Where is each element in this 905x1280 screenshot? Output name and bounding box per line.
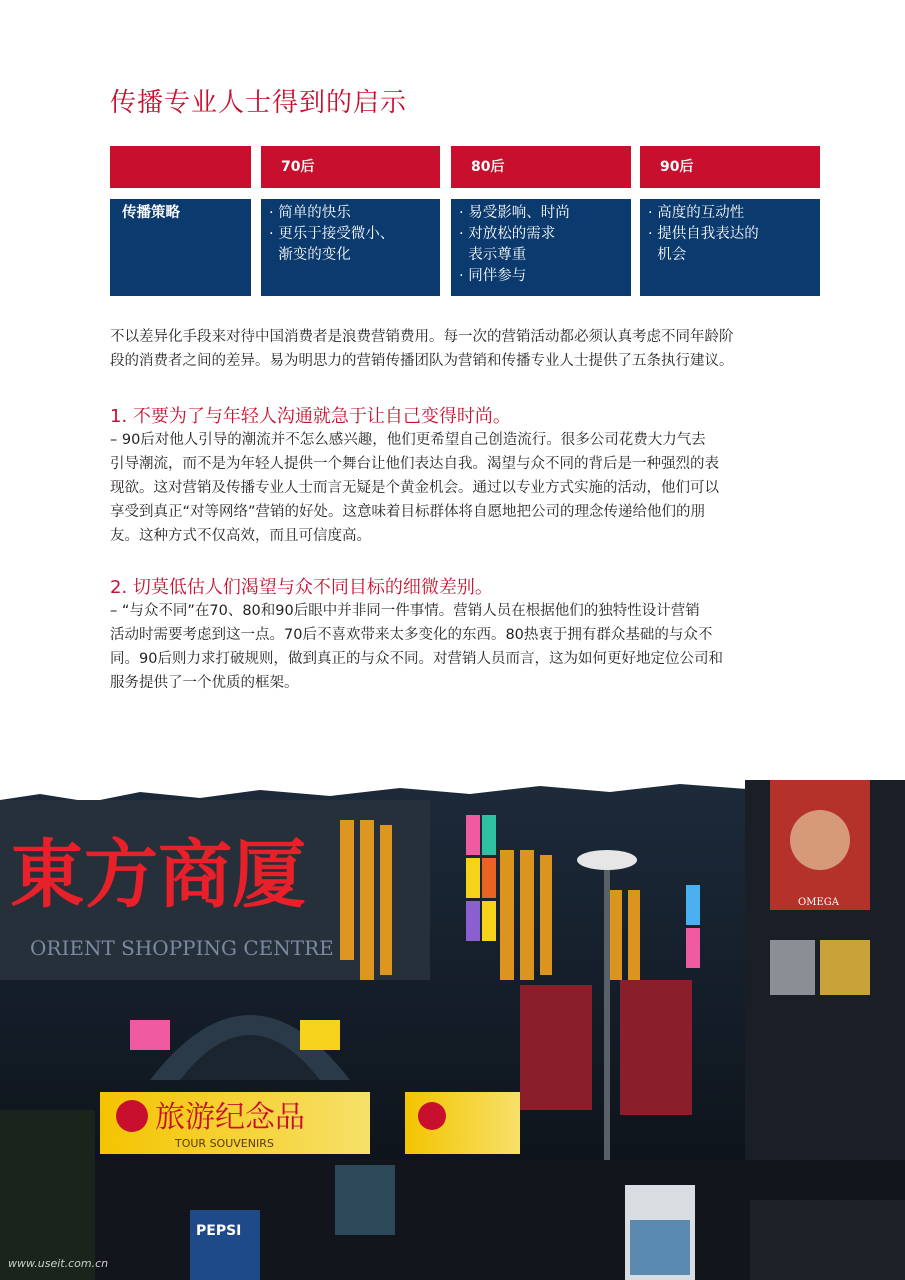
big-red-sign: 東方商厦	[10, 832, 306, 918]
omega-logo: OMEGA	[798, 897, 839, 908]
table-header-80: 80后	[451, 146, 631, 188]
section-2-heading: 2. 切莫低估人们渴望与众不同目标的细微差别。	[110, 577, 493, 598]
souvenir-sign: 旅游纪念品	[155, 1100, 305, 1135]
table-cell-70: · 简单的快乐 · 更乐于接受微小、 渐变的变化	[261, 199, 440, 296]
strategy-table	[110, 146, 820, 296]
table-row-label: 传播策略	[110, 199, 251, 296]
table-cell-90: · 高度的互动性 · 提供自我表达的 机会	[640, 199, 820, 296]
shopping-centre-sign: ORIENT SHOPPING CENTRE	[30, 936, 334, 960]
section-1-heading: 1. 不要为了与年轻人沟通就急于让自己变得时尚。	[110, 406, 511, 427]
table-header-blank	[110, 146, 251, 188]
page-title: 传播专业人士得到的启示	[110, 88, 408, 118]
pepsi-sign: PEPSI	[196, 1223, 242, 1239]
street-scene-illustration	[0, 780, 905, 1280]
table-header-90: 90后	[640, 146, 820, 188]
night-street-photo	[0, 780, 905, 1280]
section-2-body: – “与众不同”在70、80和90后眼中并非同一件事情。营销人员在根据他们的独特性设计营销 活动时需要考虑到这一点。70后不喜欢带来太多变化的东西。80热衷于拥有群众基础的与众不 同。90后则力求打破规则，做到真正的与众不同。对营销人员而言，这为如何更好地定位公司和 服务提供了一个优质的框架。	[110, 603, 723, 691]
intro-paragraph: 不以差异化手段来对待中国消费者是浪费营销费用。每一次的营销活动都必须认真考虑不同年龄阶 段的消费者之间的差异。易为明思力的营销传播团队为营销和传播专业人士提供了五条执行建议。	[110, 329, 734, 369]
section-1-body: – 90后对他人引导的潮流并不怎么感兴趣，他们更希望自己创造流行。很多公司花费大力气去 引导潮流，而不是为年轻人提供一个舞台让他们表达自我。渴望与众不同的背后是一种强烈的表 现欲。这对营销及传播专业人士而言无疑是个黄金机会。通过以专业方式实施的活动，他们可以 享受到真正“对等网络”营销的好处。这意味着目标群体将自愿地把公司的理念传递给他们的朋 友。这种方式不仅高效，而且可信度高。	[110, 432, 719, 544]
table-header-70: 70后	[261, 146, 440, 188]
footer-url: www.useit.com.cn	[8, 1257, 109, 1270]
table-cell-80: · 易受影响、时尚 · 对放松的需求 表示尊重 · 同伴参与	[451, 199, 631, 296]
souvenir-sign-en: TOUR SOUVENIRS	[175, 1137, 274, 1150]
